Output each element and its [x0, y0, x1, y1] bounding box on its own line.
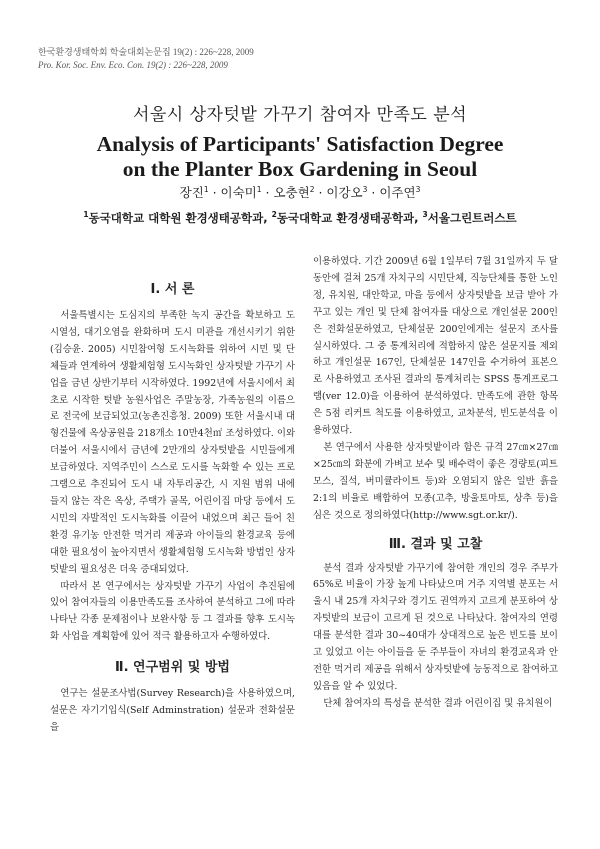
author: 이숙미	[220, 185, 257, 200]
affiliation: 동국대학교 대학원 환경생태공학과,	[88, 211, 268, 225]
author-separator: ·	[367, 185, 380, 200]
title-korean: 서울시 상자텃밭 가꾸기 참여자 만족도 분석	[132, 105, 468, 125]
author: 오충현	[273, 185, 310, 200]
title-english-line-2: on the Planter Box Gardening in Seoul	[122, 157, 478, 181]
body-paragraph: 연구는 설문조사법(Survey Research)을 사용하였으며, 설문은 자기기입식(Self Adminstration) 설문과 전화설문을	[50, 688, 295, 733]
body-paragraph: 이용하였다. 기간 2009년 6월 1일부터 7월 31일까지 두 달 동안에 걸쳐 25개 자치구의 시민단체, 직능단체를 통한 노인정, 유치원, 대안학교, 마을 등에서 상자텃밭을 보급 받아 가꾸고 있는 개인 및 단체 참여자를 대상으로 개인설문 200인은 전화설문하였고, 단체설문 200인에게는 설문지 조사를 실시하였다. 그 중 통계처리에 적합하지 않은 설문지를 제외하고 개인설문 167인, 단체설문 147인을 수거하여 표본으로 사용하였고 조사된 결과의 통계처리는 SPSS 통계프로그램(ver 12.0)을 이용하여 분석하였다. 만족도에 관한 항목은 5점 리커트 척도를 이용하였고, 교차분석, 빈도분석을 이용하였다.	[313, 256, 558, 437]
affiliation-mark: 3	[422, 210, 428, 220]
author-separator: ·	[314, 185, 327, 200]
affiliation: 서울그린트러스트	[427, 211, 517, 225]
right-column	[313, 254, 558, 713]
body-paragraph: 따라서 본 연구에서는 상자텃밭 가꾸기 사업이 추진됨에 있어 참여자들의 이용만족도를 조사하여 분석하고 그에 따라 나타난 각종 문제점이나 보완사항 등 그 결과를 향후 도시녹화 사업을 계획함에 있어 적극 활용하고자 수행하였다.	[50, 580, 295, 643]
journal-citation	[38, 46, 254, 72]
affiliation-mark: 2	[271, 210, 277, 220]
author: 이주연	[379, 185, 416, 200]
author: 장진	[179, 185, 204, 200]
author-affiliation-mark: 2	[309, 184, 315, 194]
section-heading-results: Ⅲ. 결과 및 고찰	[388, 536, 483, 552]
author-affiliation-mark: 1	[256, 184, 262, 194]
author-separator: ·	[208, 185, 221, 200]
journal-citation-ko: 한국환경생태학회 학술대회논문집 19(2) : 226~228, 2009	[38, 47, 254, 57]
body-paragraph: 본 연구에서 사용한 상자텃밭이라 함은 규격 27㎝×27㎝×25㎝의 화분에 가벼고 보수 및 배수력이 좋은 경량토(피트모스, 질석, 버미큘라이트 등)와 오염되지 않은 일반 흙을 2:1의 비율로 배합하여 모종(고추, 방울토마토, 상추 등)을 심은 것으로 정의하였다(http://www.sgt.or.kr/).	[313, 441, 558, 521]
left-column	[50, 280, 295, 737]
journal-citation-en: Pro. Kor. Soc. Env. Eco. Con. 19(2) : 226~228, 2009	[38, 60, 228, 70]
section-heading-introduction: Ⅰ. 서 론	[150, 282, 195, 297]
author-separator: ·	[261, 185, 274, 200]
section-heading-methods: Ⅱ. 연구범위 및 방법	[115, 660, 230, 676]
author-affiliation-mark: 3	[362, 184, 368, 194]
author-list	[0, 183, 600, 201]
author-affiliation-mark: 3	[415, 184, 421, 194]
title-english	[0, 132, 600, 182]
body-paragraph: 서울특별시는 도심지의 부족한 녹지 공간을 확보하고 도시열섬, 대기오염을 완화하며 도시 미관을 개선시키기 위한(김승윤. 2005) 시민참여형 도시녹화를 위하여 시민 및 단체들과 연계하여 생활체험형 도시녹화인 상자텃밭 가꾸기 사업을 금년 상반기부터 시작하였다. 1992년에 서울시에서 최초로 시작한 텃밭 농원사업은 주말농장, 가족농원의 이름으로 전국에 보급되었고(농촌진흥청. 2009) 또한 서울시내 대형건물에 옥상공원을 218개소 10만4천㎡ 조성하였다. 이와 더불어 서울시에서 금년에 2만개의 상자텃밭을 시민들에게 보급하였다. 지역주민이 스스로 도시를 녹화할 수 있는 프로그램으로 추진되어 도시 내 자투리공간, 시 지원 범위 내에 들지 않는 작은 옥상, 주택가 골목, 어린이집 마당 등에서 도시민의 자발적인 도시녹화를 이끌어 내었으며 최근 들어 친환경 유기농 안전한 먹거리 제공과 아이들의 환경교육 등에 대한 필요성이 높아지면서 생활체험형 도시녹화 방법인 상자텃밭의 필요성은 더욱 증대되었다.	[50, 310, 295, 575]
title-english-line-1: Analysis of Participants' Satisfaction Degree	[96, 132, 504, 156]
body-paragraph: 단체 참여자의 특성을 분석한 결과 어린이집 및 유치원이	[323, 697, 553, 709]
body-paragraph: 분석 결과 상자텃밭 가꾸기에 참여한 개인의 경우 주부가 65%로 비율이 가장 높게 나타났으며 거주 지역별 분포는 서울시 내 25개 자치구와 경기도 권역까지 고르게 분포하여 상자텃밭의 보급이 고르게 된 것으로 나타났다. 참여자의 연령대를 분석한 결과 30~40대가 상대적으로 높은 빈도를 보이고 있었고 이는 아이들을 둔 주부들이 자녀의 환경교육과 안전한 먹거리 제공을 위해서 상자텃밭에 능동적으로 참여하고 있음을 알 수 있었다.	[313, 562, 558, 692]
affiliation-mark: 1	[83, 210, 89, 220]
author: 이강오	[326, 185, 363, 200]
affiliation-list	[0, 210, 600, 226]
affiliation: 동국대학교 환경생태공학과,	[276, 211, 419, 225]
author-affiliation-mark: 1	[203, 184, 209, 194]
